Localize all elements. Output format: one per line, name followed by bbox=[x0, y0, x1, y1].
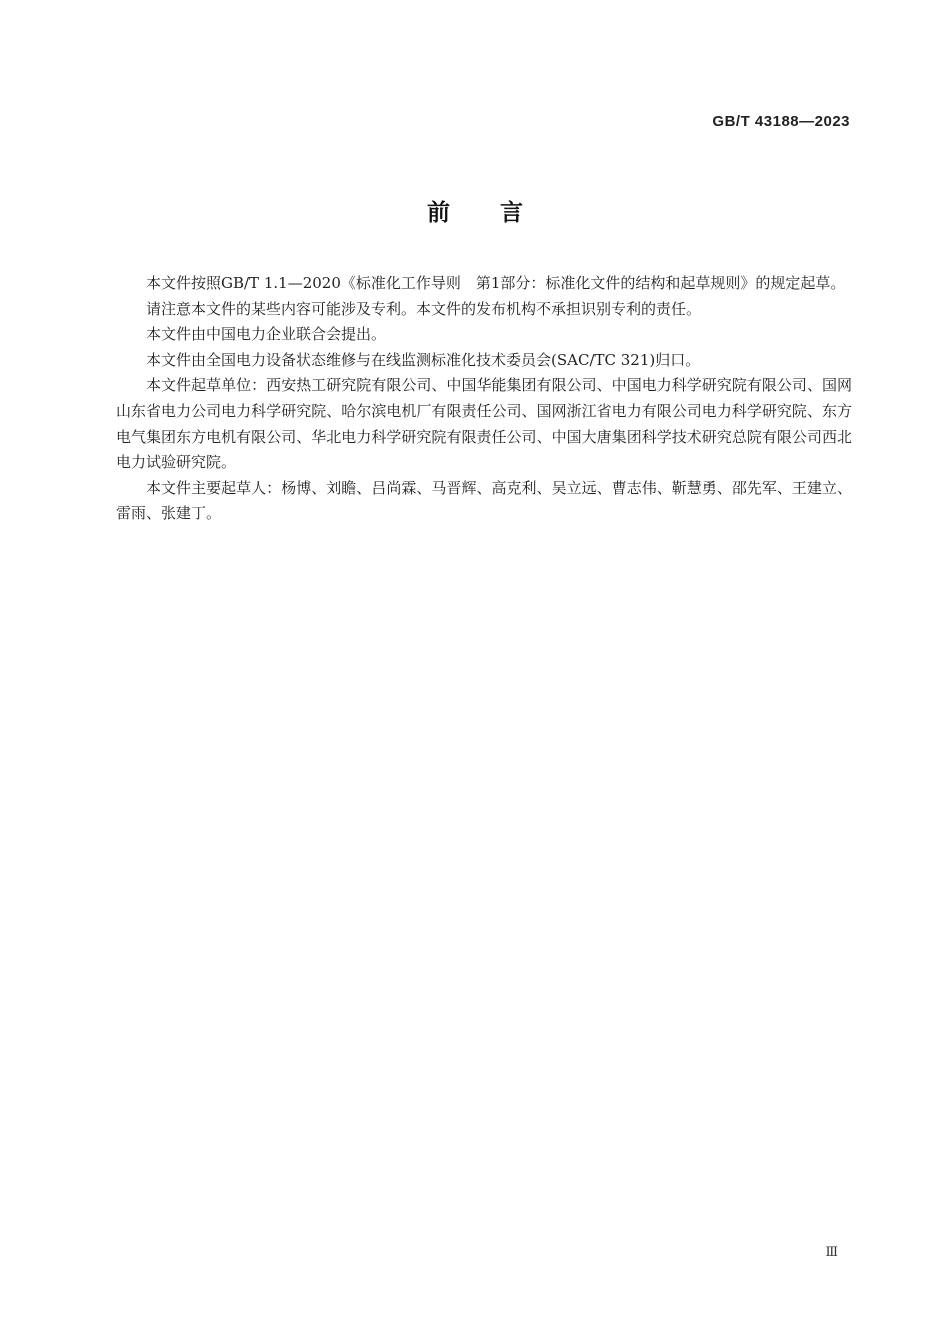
paragraph-drafting-organizations: 本文件起草单位：西安热工研究院有限公司、中国华能集团有限公司、中国电力科学研究院有限公司、国网山东省电力公司电力科学研究院、哈尔滨电机厂有限责任公司、国网浙江省电力有限公司电力科学研究院、东方电气集团东方电机有限公司、华北电力科学研究院有限责任公司、中国大唐集团科学技术研究总院有限公司西北电力试验研究院。 bbox=[116, 376, 852, 472]
page-number: Ⅲ bbox=[825, 1244, 838, 1259]
paragraph-drafting-rules: 本文件按照GB/T 1.1—2020《标准化工作导则 第1部分：标准化文件的结构和起草规则》的规定起草。 bbox=[146, 274, 846, 292]
paragraph-patent-notice: 请注意本文件的某些内容可能涉及专利。本文件的发布机构不承担识别专利的责任。 bbox=[146, 299, 702, 318]
paragraph-technical-committee: 本文件由全国电力设备状态维修与在线监测标准化技术委员会(SAC/TC 321)归口。 bbox=[146, 350, 701, 369]
title-char-1: 前 bbox=[427, 200, 450, 226]
title-char-2: 言 bbox=[500, 200, 523, 226]
foreword-body bbox=[116, 271, 852, 527]
standard-number: GB/T 43188—2023 bbox=[712, 113, 850, 130]
paragraph-drafters: 本文件主要起草人：杨博、刘瞻、吕尚霖、马晋辉、高克利、吴立远、曹志伟、靳慧勇、邵先军、王建立、雷雨、张建丁。 bbox=[116, 478, 852, 523]
page-title bbox=[0, 194, 950, 227]
paragraph-proposer: 本文件由中国电力企业联合会提出。 bbox=[146, 325, 387, 344]
